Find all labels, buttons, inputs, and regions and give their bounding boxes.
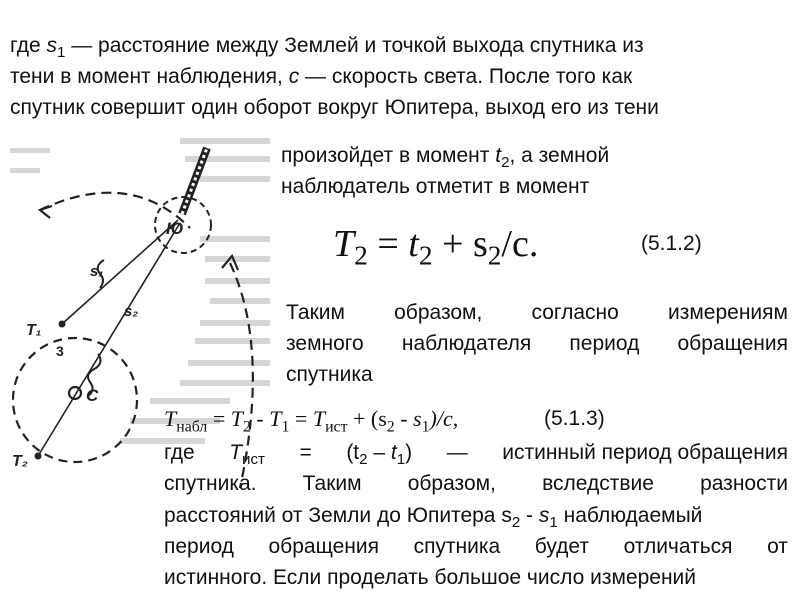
text-line-2: тени в момент наблюдения, c — скорость света. После того как (10, 65, 633, 88)
background-scan-text (10, 138, 270, 444)
text-para-4: где $T_{ист}$ = $(t_2 - t_1)$ — истинный период обращения (164, 441, 788, 469)
text-para-8: истинного. Если проделать большое число измерений (164, 566, 697, 589)
text-line-1: где $s_1$ — расстояние между Землей и точкой выхода спутника из (10, 34, 644, 62)
point-T2 (35, 453, 42, 460)
left-arrow (40, 206, 52, 218)
text-para-2: земного наблюдателя период обращения (286, 332, 788, 355)
label-s2: s₂ (124, 303, 139, 320)
text-para-1: Таким образом, согласно измерениям (286, 301, 788, 324)
label-C: C (86, 386, 99, 405)
text-line-5: наблюдатель отметит в момент (281, 175, 590, 198)
label-T1: T₁ (26, 322, 42, 339)
text-line-3: спутник совершит один оборот вокруг Юпитера, выход его из тени (10, 96, 659, 119)
label-s1: s₁ (90, 263, 104, 280)
line-s1 (62, 220, 178, 324)
label-T2: T₂ (12, 453, 28, 470)
text-para-5: спутника. Таким образом, вследствие разности (164, 472, 788, 495)
equation-number-5-1-3: (5.1.3) (544, 407, 605, 430)
label-3: 3 (56, 343, 64, 359)
text-para-7: период обращения спутника будет отличаться от (164, 535, 788, 558)
formula-5-1-2: $T_2 = t_2 + s_2/c$. (333, 223, 539, 271)
jupiter-dot (69, 387, 81, 399)
equation-number-5-1-2: (5.1.2) (641, 232, 702, 255)
label-ju: Ю (166, 219, 184, 238)
text-para-3: спутника (286, 363, 373, 386)
point-T1 (59, 321, 66, 328)
text-para-6: расстояний от Земли до Юпитера $s_2 - s_1$ наблюдаемый (164, 504, 703, 532)
formula-5-1-3: $T_{набл} = T_2 - T_1 = T_{ист} + (s_2 - s_1)/c$, (164, 406, 459, 436)
text-line-4: произойдет в момент $t_2$, а земной (281, 144, 610, 172)
